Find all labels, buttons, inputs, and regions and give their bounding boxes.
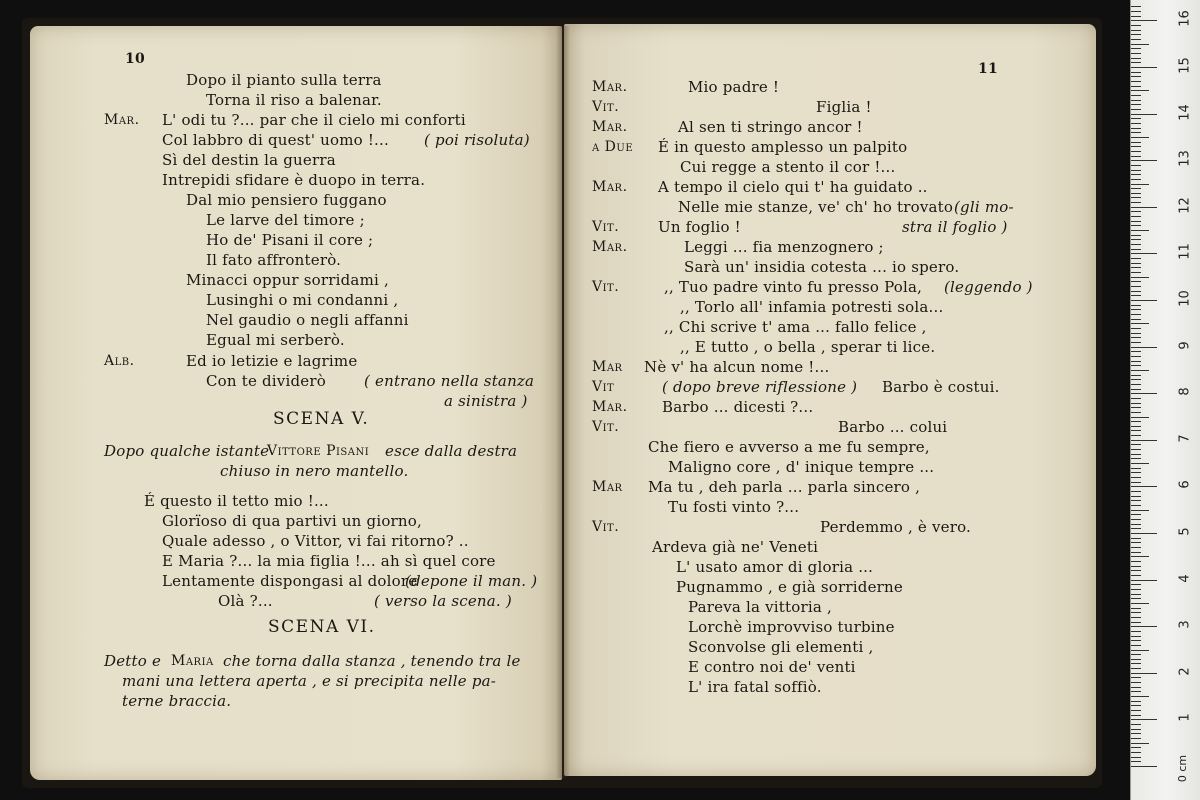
ruler-number: 2 (1177, 667, 1193, 676)
ruler-number: 1 (1177, 713, 1193, 723)
right-page (564, 24, 1096, 776)
ruler-tick (1131, 291, 1141, 292)
ruler-tick (1131, 426, 1141, 427)
ruler-tick (1131, 570, 1141, 571)
ruler-tick (1131, 561, 1141, 562)
ruler-tick (1131, 72, 1141, 73)
speaker-label: Vit. (592, 99, 620, 115)
ruler-number: 10 (1177, 290, 1193, 307)
ruler-tick (1131, 631, 1141, 632)
ruler-tick (1131, 761, 1141, 762)
ruler-tick (1131, 463, 1149, 464)
ruler-tick (1131, 48, 1141, 49)
ruler-tick (1131, 86, 1141, 87)
ruler-tick (1131, 300, 1157, 301)
ruler-tick (1131, 337, 1141, 338)
ruler-tick (1131, 137, 1149, 138)
verse-line: Pugnammo , e già sorriderne (676, 578, 903, 596)
ruler-tick (1131, 766, 1157, 767)
ruler-tick (1131, 16, 1141, 17)
ruler-tick (1131, 239, 1141, 240)
verse-line: Al sen ti stringo ancor ! (678, 118, 863, 136)
verse-line: Ho de' Pisani il core ; (206, 231, 374, 249)
ruler-tick (1131, 156, 1141, 157)
ruler-number: 11 (1177, 243, 1193, 261)
ruler-tick (1131, 44, 1149, 45)
ruler-tick (1131, 351, 1141, 352)
ruler-tick (1131, 403, 1141, 404)
stage-direction: chiuso in nero mantello. (220, 462, 409, 480)
ruler-tick (1131, 263, 1141, 264)
ruler-tick (1131, 123, 1141, 124)
scene-heading: SCENA VI. (268, 617, 376, 637)
ruler-tick (1131, 542, 1141, 543)
ruler-tick (1131, 58, 1141, 59)
verse-line: Che fiero e avverso a me fu sempre, (648, 438, 930, 456)
ruler-tick (1131, 650, 1149, 651)
ruler-tick (1131, 398, 1141, 399)
speaker-label: Vit (592, 379, 615, 395)
stage-direction: ( poi risoluta) (424, 131, 530, 149)
ruler-tick (1131, 687, 1141, 688)
ruler-tick (1131, 612, 1141, 613)
ruler-tick (1131, 39, 1141, 40)
ruler-tick (1131, 435, 1141, 436)
speaker-label: Vit. (592, 219, 620, 235)
ruler-tick (1131, 472, 1141, 473)
speaker-label: Vit. (592, 419, 620, 435)
verse-line: L' ira fatal soffiò. (688, 678, 822, 696)
ruler-tick (1131, 533, 1157, 534)
verse-line: Il fato affronterò. (206, 251, 342, 269)
verse-line: Ma tu , deh parla ... parla sincero , (648, 478, 921, 496)
character-name: Maria (171, 653, 214, 669)
stage-direction: ( entrano nella stanza (364, 372, 535, 390)
ruler-tick (1131, 584, 1141, 585)
ruler-tick (1131, 342, 1141, 343)
verse-line: Minacci oppur sorridami , (186, 271, 389, 289)
ruler-tick (1131, 598, 1141, 599)
stage-direction: mani una lettera aperta , e si precipita nelle pa- (122, 672, 497, 690)
verse-line: Nelle mie stanze, ve' ch' ho trovato (678, 198, 954, 216)
ruler-tick (1131, 421, 1141, 422)
ruler-tick (1131, 281, 1141, 282)
verse-line: Intrepidi sfidare è duopo in terra. (162, 171, 426, 189)
verse-line: Cui regge a stento il cor !... (680, 158, 896, 176)
ruler-tick (1131, 729, 1141, 730)
ruler-tick (1131, 328, 1141, 329)
ruler-tick (1131, 174, 1141, 175)
ruler-tick (1131, 305, 1141, 306)
verse-line: Leggi ... fia menzognero ; (684, 238, 884, 256)
speaker-label: Mar (592, 479, 623, 495)
ruler-tick (1131, 118, 1141, 119)
page-number-right: 11 (978, 61, 998, 77)
speaker-label: Mar. (592, 239, 628, 255)
verse-line: ,, Torlo all' infamia potresti sola... (680, 298, 944, 316)
verse-line: Egual mi serberò. (206, 331, 345, 349)
ruler-number: 8 (1177, 387, 1193, 396)
ruler-tick (1131, 114, 1157, 115)
verse-line: Lentamente dispongasi al dolore (162, 572, 418, 590)
verse-line: Figlia ! (816, 98, 872, 116)
stage-direction: (leggendo ) (944, 278, 1033, 296)
verse-line: Glorïoso di qua partivi un giorno, (162, 512, 422, 530)
ruler-tick (1131, 733, 1141, 734)
ruler-tick (1131, 323, 1149, 324)
verse-line: Pareva la vittoria , (688, 598, 832, 616)
stage-direction: che torna dalla stanza , tenendo tra le (223, 652, 521, 670)
ruler-tick (1131, 626, 1157, 627)
ruler-tick (1131, 500, 1141, 501)
verse-line: Barbo ... colui (838, 418, 948, 436)
speaker-label: Mar. (104, 112, 140, 128)
stage-direction: (gli mo- (954, 198, 1014, 216)
ruler-tick (1131, 622, 1141, 623)
stage-direction: (depone il man. ) (405, 572, 538, 590)
ruler-tick (1131, 510, 1149, 511)
ruler-number: 7 (1177, 434, 1193, 443)
ruler-tick (1131, 356, 1141, 357)
stage-direction: ( verso la scena. ) (374, 592, 512, 610)
speaker-label: Mar (592, 359, 623, 375)
ruler-tick (1131, 747, 1141, 748)
verse-line: Sì del destin la guerra (162, 151, 336, 169)
ruler-number: 3 (1177, 620, 1193, 629)
speaker-label: Mar. (592, 79, 628, 95)
ruler-tick (1131, 361, 1141, 362)
ruler-tick (1131, 76, 1141, 77)
ruler-tick (1131, 417, 1149, 418)
ruler-tick (1131, 258, 1141, 259)
ruler-tick (1131, 375, 1141, 376)
ruler-tick (1131, 295, 1141, 296)
ruler-tick (1131, 211, 1141, 212)
verse-line: ,, E tutto , o bella , sperar ti lice. (680, 338, 936, 356)
verse-line: Barbo ... dicesti ?... (662, 398, 814, 416)
ruler-tick (1131, 197, 1141, 198)
verse-line: A tempo il cielo qui t' ha guidato .. (658, 178, 928, 196)
ruler-tick (1131, 188, 1141, 189)
ruler-tick (1131, 603, 1149, 604)
ruler-tick (1131, 682, 1141, 683)
verse-line: Lusinghi o mi condanni , (206, 291, 399, 309)
stage-direction: Dopo qualche istante (104, 442, 270, 460)
ruler-tick (1131, 477, 1141, 478)
ruler-tick (1131, 207, 1157, 208)
speaker-label: a Due (592, 139, 634, 155)
ruler-tick (1131, 514, 1141, 515)
speaker-label: Mar. (592, 179, 628, 195)
ruler-tick (1131, 580, 1157, 581)
ruler-number: 13 (1177, 150, 1193, 167)
verse-line: Nè v' ha alcun nome !... (644, 358, 830, 376)
ruler-tick (1131, 738, 1141, 739)
verse-line: Sarà un' insidia cotesta ... io spero. (684, 258, 960, 276)
ruler-tick (1131, 25, 1141, 26)
ruler-tick (1131, 538, 1141, 539)
ruler-tick (1131, 589, 1141, 590)
verse-line: Mio padre ! (688, 78, 780, 96)
ruler-tick (1131, 617, 1141, 618)
ruler-tick (1131, 244, 1141, 245)
ruler-tick (1131, 505, 1141, 506)
verse-line: ,, Chi scrive t' ama ... fallo felice , (664, 318, 927, 336)
ruler-tick (1131, 225, 1141, 226)
ruler-tick (1131, 524, 1141, 525)
book-gutter (556, 26, 570, 778)
ruler-tick (1131, 449, 1141, 450)
speaker-label: Mar. (592, 399, 628, 415)
ruler-tick (1131, 165, 1141, 166)
ruler-tick (1131, 663, 1141, 664)
stage-direction: a sinistra ) (444, 392, 528, 410)
ruler-tick (1131, 20, 1157, 21)
ruler-tick (1131, 547, 1141, 548)
ruler-tick (1131, 146, 1141, 147)
ruler-number: 16 (1177, 10, 1193, 28)
ruler-tick (1131, 640, 1141, 641)
ruler-tick (1131, 691, 1141, 692)
ruler-tick (1131, 11, 1141, 12)
ruler-tick (1131, 142, 1141, 143)
ruler-tick (1131, 151, 1141, 152)
verse-line: E contro noi de' venti (688, 658, 856, 676)
ruler-tick (1131, 491, 1141, 492)
ruler-tick (1131, 468, 1141, 469)
ruler-number: 4 (1177, 573, 1193, 583)
verse-line: Un foglio ! (658, 218, 741, 236)
ruler-tick (1131, 757, 1141, 758)
ruler-tick (1131, 654, 1141, 655)
left-page (30, 26, 562, 780)
scene-heading: SCENA V. (273, 409, 370, 429)
ruler-tick (1131, 645, 1141, 646)
verse-line: Con te dividerò (206, 372, 326, 390)
ruler-tick (1131, 715, 1141, 716)
ruler-tick (1131, 389, 1141, 390)
ruler-tick (1131, 384, 1141, 385)
ruler-tick (1131, 701, 1141, 702)
verse-line: Perdemmo , è vero. (820, 518, 972, 536)
ruler-tick (1131, 314, 1141, 315)
ruler-tick (1131, 267, 1141, 268)
verse-line: Dopo il pianto sulla terra (186, 71, 382, 89)
ruler-tick (1131, 104, 1141, 105)
ruler-tick (1131, 253, 1157, 254)
ruler-tick (1131, 482, 1141, 483)
speaker-label: Alb. (104, 353, 135, 369)
ruler-tick (1131, 67, 1157, 68)
verse-line: Col labbro di quest' uomo !... (162, 131, 389, 149)
ruler-tick (1131, 710, 1141, 711)
verse-line: Maligno core , d' inique tempre ... (668, 458, 935, 476)
verse-line: É in questo amplesso un palpito (658, 138, 908, 156)
ruler-tick (1131, 62, 1141, 63)
ruler-tick (1131, 724, 1141, 725)
ruler-tick (1131, 184, 1149, 185)
ruler-tick (1131, 575, 1141, 576)
ruler-tick (1131, 659, 1141, 660)
ruler-unit-label: 0 cm (1176, 754, 1190, 783)
ruler-tick (1131, 673, 1157, 674)
ruler-number: 6 (1177, 480, 1193, 490)
stage-direction: esce dalla destra (385, 442, 518, 460)
ruler-tick (1131, 407, 1141, 408)
ruler-tick (1131, 430, 1141, 431)
ruler-tick (1131, 132, 1141, 133)
ruler-tick (1131, 347, 1157, 348)
ruler-tick (1131, 179, 1141, 180)
speaker-label: Mar. (592, 119, 628, 135)
ruler-tick (1131, 95, 1141, 96)
verse-line: Ardeva già ne' Veneti (652, 538, 819, 556)
ruler-tick (1131, 230, 1149, 231)
ruler-tick (1131, 486, 1157, 487)
ruler-tick (1131, 109, 1141, 110)
ruler-tick (1131, 752, 1141, 753)
ruler-tick (1131, 412, 1141, 413)
speaker-label: Vit. (592, 279, 620, 295)
ruler-tick (1131, 100, 1141, 101)
ruler-tick (1131, 743, 1149, 744)
ruler-tick (1131, 668, 1141, 669)
ruler-tick (1131, 333, 1141, 334)
ruler-tick (1131, 6, 1141, 7)
stage-direction: Detto e (104, 652, 162, 670)
ruler-tick (1131, 81, 1141, 82)
ruler-number: 9 (1177, 340, 1193, 350)
verse-line: Dal mio pensiero fuggano (186, 191, 387, 209)
ruler-tick (1131, 393, 1157, 394)
verse-line: E Maria ?... la mia figlia !... ah sì quel core (162, 552, 496, 570)
ruler-number: 12 (1177, 197, 1193, 214)
ruler-tick (1131, 566, 1141, 567)
verse-line: Le larve del timore ; (206, 211, 365, 229)
ruler-tick (1131, 309, 1141, 310)
stage-direction: stra il foglio ) (902, 218, 1008, 236)
ruler-number: 14 (1177, 103, 1193, 121)
ruler-tick (1131, 496, 1141, 497)
ruler-tick (1131, 170, 1141, 171)
ruler-tick (1131, 519, 1141, 520)
verse-line: Quale adesso , o Vittor, vi fai ritorno? .. (162, 532, 469, 550)
ruler-tick (1131, 677, 1141, 678)
verse-line: L' usato amor di gloria ... (676, 558, 874, 576)
ruler-tick (1131, 193, 1141, 194)
verse-line: Ed io letizie e lagrime (186, 352, 358, 370)
ruler-tick (1131, 440, 1157, 441)
ruler-tick (1131, 705, 1141, 706)
ruler-tick (1131, 444, 1141, 445)
ruler-tick (1131, 272, 1141, 273)
ruler-tick (1131, 235, 1141, 236)
ruler-tick (1131, 556, 1149, 557)
ruler-tick (1131, 454, 1141, 455)
ruler-tick (1131, 221, 1141, 222)
ruler-tick (1131, 528, 1141, 529)
page-number-left: 10 (125, 51, 145, 67)
stage-direction: terne braccia. (122, 692, 232, 710)
verse-line: Torna il riso a balenar. (206, 91, 382, 109)
speaker-label: Vit. (592, 519, 620, 535)
ruler-tick (1131, 286, 1141, 287)
character-name: Vittore Pisani (267, 443, 370, 459)
ruler-tick (1131, 552, 1141, 553)
verse-line: Nel gaudio o negli affanni (206, 311, 409, 329)
stage-direction: ( dopo breve riflessione ) (662, 378, 858, 396)
verse-line: Olà ?... (218, 592, 273, 610)
ruler-tick (1131, 53, 1141, 54)
ruler-tick (1131, 160, 1157, 161)
ruler-tick (1131, 202, 1141, 203)
ruler-tick (1131, 319, 1141, 320)
ruler-tick (1131, 696, 1149, 697)
ruler-number: 5 (1177, 527, 1193, 536)
measurement-ruler (1130, 0, 1200, 800)
ruler-tick (1131, 636, 1141, 637)
ruler-tick (1131, 370, 1149, 371)
ruler-tick (1131, 34, 1141, 35)
ruler-tick (1131, 249, 1141, 250)
ruler-tick (1131, 458, 1141, 459)
ruler-tick (1131, 90, 1149, 91)
verse-line: É questo il tetto mio !... (144, 492, 329, 510)
ruler-tick (1131, 594, 1141, 595)
verse-line: ,, Tuo padre vinto fu presso Pola, (664, 278, 923, 296)
ruler-number: 15 (1177, 57, 1193, 74)
ruler-tick (1131, 365, 1141, 366)
ruler-tick (1131, 216, 1141, 217)
ruler-tick (1131, 30, 1141, 31)
ruler-tick (1131, 608, 1141, 609)
verse-line: Lorchè improvviso turbine (688, 618, 895, 636)
verse-line: L' odi tu ?... par che il cielo mi conforti (162, 111, 466, 129)
ruler-tick (1131, 719, 1157, 720)
verse-line: Sconvolse gli elementi , (688, 638, 874, 656)
ruler-tick (1131, 277, 1149, 278)
ruler-tick (1131, 128, 1141, 129)
ruler-tick (1131, 379, 1141, 380)
verse-line: Barbo è costui. (882, 378, 1000, 396)
verse-line: Tu fosti vinto ?... (668, 498, 800, 516)
